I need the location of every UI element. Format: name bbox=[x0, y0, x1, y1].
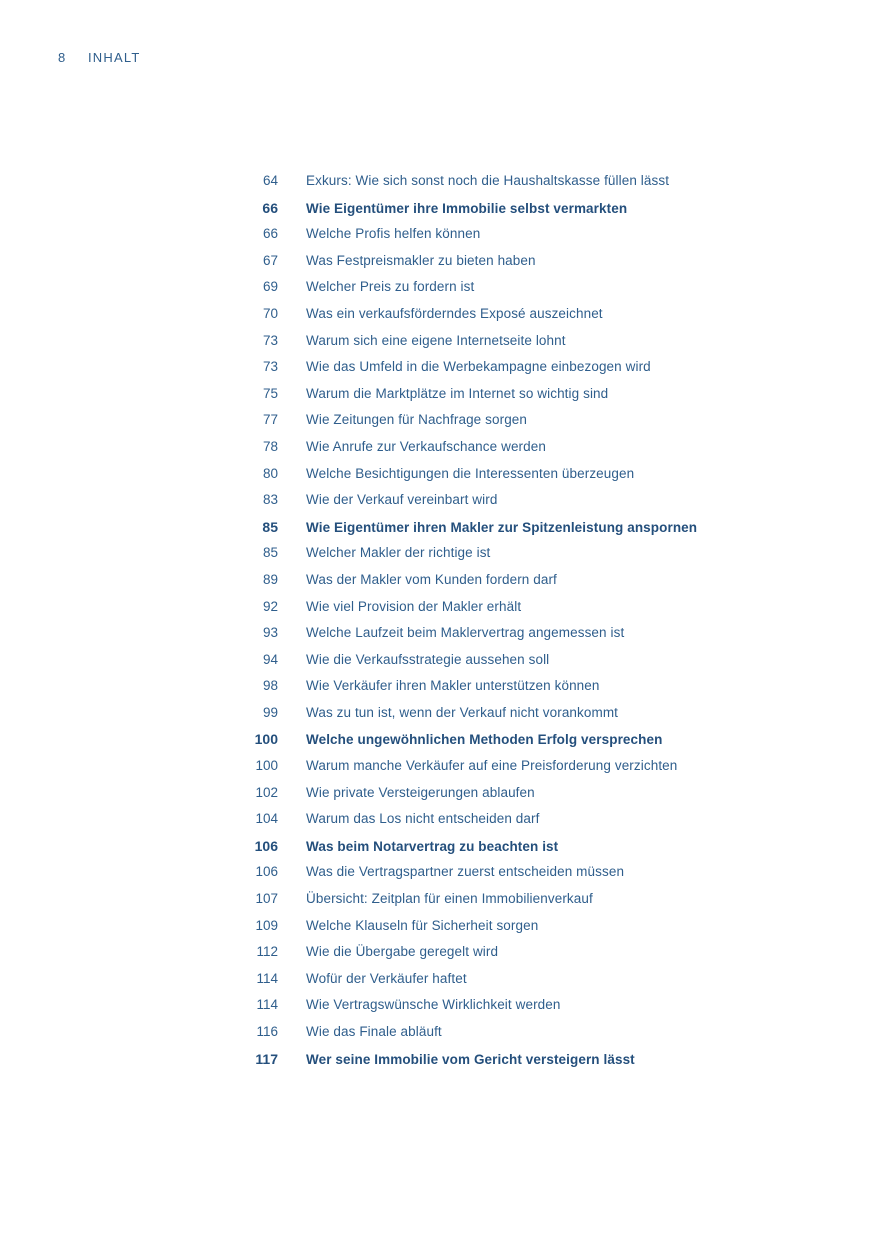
toc-title: Was Festpreismakler zu bieten haben bbox=[306, 252, 536, 268]
toc-page-number: 114 bbox=[256, 970, 278, 986]
toc-entry bbox=[230, 540, 830, 567]
toc-page-number: 100 bbox=[255, 758, 278, 774]
toc-page-number: 117 bbox=[255, 1050, 278, 1067]
toc-entry bbox=[230, 354, 830, 381]
toc-page-number: 102 bbox=[255, 784, 278, 800]
toc-page-number: 100 bbox=[254, 731, 278, 748]
toc-title: Welche Laufzeit beim Maklervertrag angemessen ist bbox=[306, 625, 625, 641]
toc-title: Warum sich eine eigene Internetseite lohnt bbox=[306, 332, 566, 348]
toc-chapter-entry bbox=[230, 833, 830, 860]
toc-entry bbox=[230, 859, 830, 886]
toc-entry bbox=[230, 434, 830, 461]
toc-title: Wer seine Immobilie vom Gericht versteigern lässt bbox=[306, 1051, 635, 1067]
toc-title: Was beim Notarvertrag zu beachten ist bbox=[306, 838, 559, 854]
toc-entry bbox=[230, 168, 830, 195]
toc-title: Wie Vertragswünsche Wirklichkeit werden bbox=[306, 997, 561, 1013]
toc-page-number: 66 bbox=[262, 226, 278, 242]
toc-page-number: 80 bbox=[262, 465, 278, 481]
toc-entry bbox=[230, 594, 830, 621]
toc-entry bbox=[230, 700, 830, 727]
toc-entry bbox=[230, 461, 830, 488]
toc-page-number: 109 bbox=[255, 917, 278, 933]
toc-page-number: 107 bbox=[255, 891, 278, 907]
toc-entry bbox=[230, 780, 830, 807]
toc-title: Wie das Umfeld in die Werbekampagne einbezogen wird bbox=[306, 359, 651, 375]
toc-entry bbox=[230, 966, 830, 993]
toc-page-number: 78 bbox=[262, 438, 278, 454]
toc-page-number: 94 bbox=[262, 651, 278, 667]
toc-entry bbox=[230, 886, 830, 913]
toc-entry bbox=[230, 913, 830, 940]
toc-entry bbox=[230, 381, 830, 408]
toc-title: Welche Klauseln für Sicherheit sorgen bbox=[306, 917, 539, 933]
toc-title: Wofür der Verkäufer haftet bbox=[306, 970, 467, 986]
toc-entry bbox=[230, 1019, 830, 1046]
toc-page-number: 106 bbox=[254, 837, 278, 854]
toc-entry bbox=[230, 328, 830, 355]
toc-title: Wie Verkäufer ihren Makler unterstützen können bbox=[306, 678, 600, 694]
toc-title: Welcher Preis zu fordern ist bbox=[306, 279, 475, 295]
toc-page-number: 112 bbox=[256, 944, 278, 960]
toc-entry bbox=[230, 753, 830, 780]
toc-title: Wie der Verkauf vereinbart wird bbox=[306, 492, 498, 508]
toc-entry bbox=[230, 992, 830, 1019]
toc-page-number: 93 bbox=[262, 625, 278, 641]
toc-entry bbox=[230, 620, 830, 647]
header-page-number: 8 bbox=[58, 50, 67, 65]
toc-entry bbox=[230, 301, 830, 328]
toc-page-number: 66 bbox=[262, 199, 278, 216]
toc-title: Was die Vertragspartner zuerst entscheiden müssen bbox=[306, 864, 625, 880]
toc-page-number: 85 bbox=[262, 545, 278, 561]
toc-entry bbox=[230, 806, 830, 833]
toc-entry bbox=[230, 939, 830, 966]
toc-entry bbox=[230, 274, 830, 301]
toc-title: Wie das Finale abläuft bbox=[306, 1024, 442, 1039]
toc-page-number: 77 bbox=[262, 412, 278, 428]
toc-title: Welcher Makler der richtige ist bbox=[306, 545, 491, 561]
toc-page-number: 73 bbox=[262, 359, 278, 375]
running-head bbox=[58, 50, 140, 65]
toc-entry bbox=[230, 673, 830, 700]
toc-title: Was zu tun ist, wenn der Verkauf nicht vorankommt bbox=[306, 704, 619, 720]
toc-title: Wie private Versteigerungen ablaufen bbox=[306, 784, 535, 800]
table-of-contents bbox=[230, 168, 830, 1072]
toc-page-number: 98 bbox=[262, 678, 278, 694]
toc-entry bbox=[230, 487, 830, 514]
toc-page-number: 69 bbox=[262, 279, 278, 295]
toc-entry bbox=[230, 221, 830, 248]
toc-page-number: 75 bbox=[262, 385, 278, 401]
toc-title: Wie die Verkaufsstrategie aussehen soll bbox=[306, 651, 550, 667]
toc-title: Wie Zeitungen für Nachfrage sorgen bbox=[306, 412, 528, 428]
toc-title: Wie die Übergabe geregelt wird bbox=[306, 944, 499, 960]
toc-title: Wie Anrufe zur Verkaufschance werden bbox=[306, 438, 546, 454]
toc-page-number: 106 bbox=[255, 864, 278, 880]
toc-title: Welche ungewöhnlichen Methoden Erfolg versprechen bbox=[306, 732, 663, 748]
header-section-title: INHALT bbox=[88, 50, 141, 65]
toc-page-number: 70 bbox=[262, 305, 278, 321]
toc-page-number: 67 bbox=[262, 252, 278, 268]
toc-page-number: 99 bbox=[262, 704, 278, 720]
toc-title: Welche Besichtigungen die Interessenten überzeugen bbox=[306, 465, 635, 481]
toc-page-number: 114 bbox=[256, 997, 278, 1013]
toc-page-number: 89 bbox=[262, 571, 278, 587]
toc-page-number: 92 bbox=[262, 598, 278, 614]
toc-page-number: 73 bbox=[262, 332, 278, 348]
toc-title: Wie Eigentümer ihre Immobilie selbst vermarkten bbox=[306, 200, 628, 216]
toc-page-number: 104 bbox=[255, 811, 278, 827]
toc-page-number: 64 bbox=[262, 173, 278, 188]
toc-entry bbox=[230, 567, 830, 594]
toc-title: Warum die Marktplätze im Internet so wichtig sind bbox=[306, 385, 609, 401]
toc-title: Was ein verkaufsförderndes Exposé auszeichnet bbox=[306, 305, 603, 321]
toc-chapter-entry bbox=[230, 1046, 830, 1073]
toc-title: Übersicht: Zeitplan für einen Immobilienverkauf bbox=[306, 891, 593, 907]
toc-chapter-entry bbox=[230, 195, 830, 222]
toc-entry bbox=[230, 248, 830, 275]
toc-chapter-entry bbox=[230, 514, 830, 541]
toc-title: Wie viel Provision der Makler erhält bbox=[306, 598, 522, 614]
toc-page-number: 116 bbox=[256, 1024, 278, 1039]
toc-page-number: 85 bbox=[262, 518, 278, 535]
toc-title: Warum das Los nicht entscheiden darf bbox=[306, 811, 540, 827]
toc-title: Welche Profis helfen können bbox=[306, 226, 481, 242]
toc-entry bbox=[230, 647, 830, 674]
toc-title: Warum manche Verkäufer auf eine Preisforderung verzichten bbox=[306, 758, 678, 774]
toc-title: Wie Eigentümer ihren Makler zur Spitzenleistung anspornen bbox=[306, 519, 698, 535]
toc-page-number: 83 bbox=[262, 492, 278, 508]
toc-entry bbox=[230, 407, 830, 434]
toc-title: Was der Makler vom Kunden fordern darf bbox=[306, 571, 557, 587]
toc-chapter-entry bbox=[230, 726, 830, 753]
toc-title: Exkurs: Wie sich sonst noch die Haushaltskasse füllen lässt bbox=[306, 173, 670, 188]
